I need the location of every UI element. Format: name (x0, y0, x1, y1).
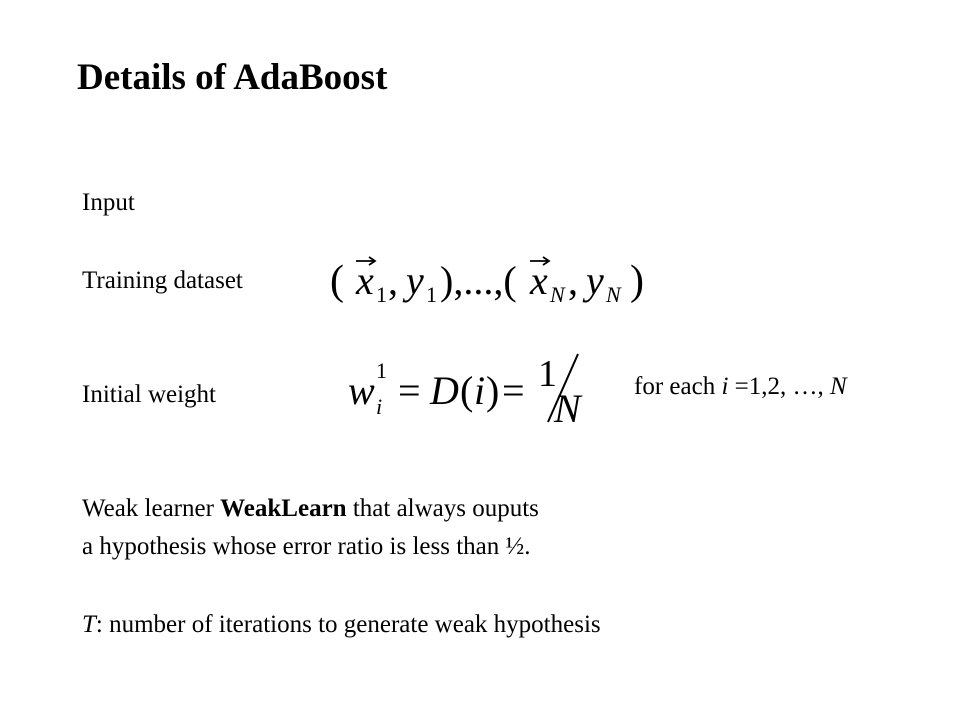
formula-D: D (430, 368, 459, 413)
formula-sub-Nb: N (606, 282, 621, 307)
iterations-text: : number of iterations to generate weak hypothesis (95, 611, 601, 638)
formula-open-paren-w: ( (460, 368, 474, 413)
initial-weight-label: Initial weight (82, 381, 216, 408)
formula-sup-1: 1 (376, 358, 387, 383)
weak-learner-line-2: a hypothesis whose error ratio is less than ½. (82, 533, 531, 560)
condition-var-n: N (830, 373, 847, 400)
formula-equals: = (398, 368, 421, 413)
page-title: Details of AdaBoost (77, 57, 388, 98)
input-label: Input (82, 189, 135, 216)
formula-denominator: N (554, 386, 581, 430)
formula-sub-1b: 1 (426, 282, 437, 307)
formula-xN: x (530, 258, 548, 303)
formula-sub-i: i (376, 394, 383, 419)
formula-comma-b: , (568, 258, 578, 303)
weak-learner-name: WeakLearn (220, 495, 347, 522)
formula-equals-b: = (502, 368, 525, 413)
weak-learner-prefix: Weak learner (82, 495, 221, 522)
weight-condition (634, 372, 847, 402)
condition-var-i: i (721, 373, 729, 400)
weak-learner-line-1 (82, 494, 539, 524)
formula-yN: y (586, 258, 604, 303)
formula-ellipsis: ),...,( (440, 258, 517, 303)
formula-sub-1: 1 (376, 282, 387, 307)
formula-sub-N: N (550, 282, 565, 307)
formula-arg-i: i (474, 368, 486, 413)
formula-open-paren: ( (330, 258, 344, 304)
formula-y1: y (406, 258, 424, 303)
initial-weight-formula (340, 348, 600, 430)
condition-prefix: for each (634, 373, 722, 400)
training-dataset-formula (330, 244, 670, 314)
iterations-line (82, 610, 601, 640)
training-dataset-label: Training dataset (82, 267, 243, 294)
formula-close-paren-w: ) (486, 368, 500, 413)
formula-comma: , (388, 258, 398, 303)
formula-close-paren: ) (630, 258, 644, 304)
formula-x1: x (356, 258, 374, 303)
weak-learner-suffix: that always ouputs (346, 495, 539, 522)
condition-middle: =1,2, …, (728, 373, 831, 400)
formula-w: w (348, 368, 375, 413)
formula-numerator: 1 (538, 353, 557, 395)
iterations-var-t: T (82, 611, 96, 638)
